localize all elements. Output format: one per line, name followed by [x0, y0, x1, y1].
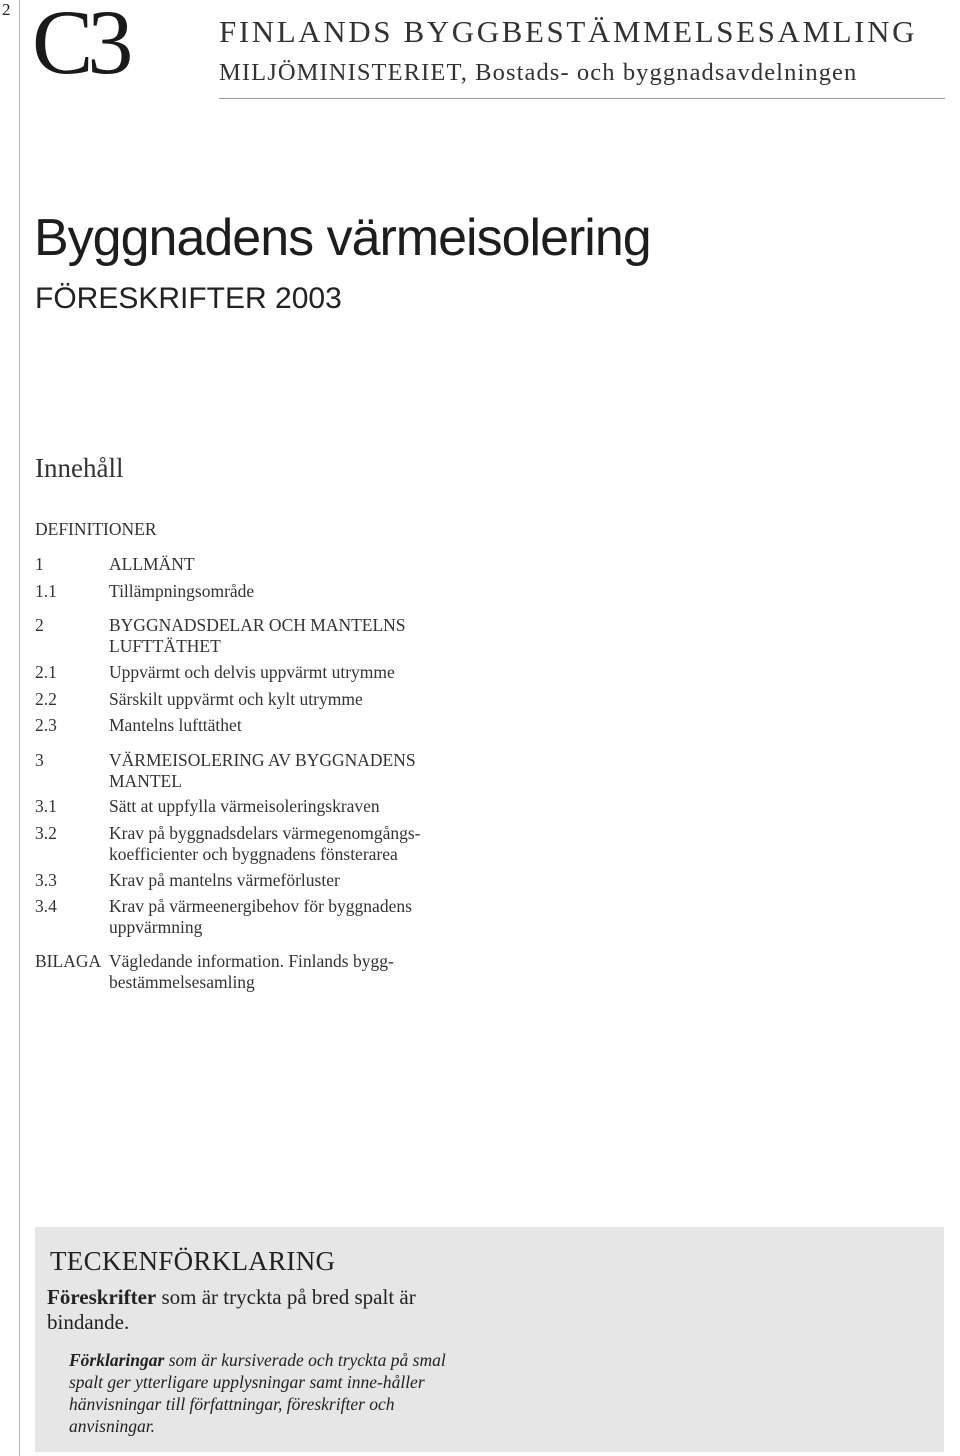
toc-item-text: Krav på mantelns värmeförluster — [109, 870, 340, 890]
toc-item-text: Krav på värmeenergibehov för byggnadens uppvärmning — [109, 896, 412, 937]
toc-item-text: BYGGNADSDELAR OCH MANTELNS LUFTTÄTHET — [109, 615, 406, 656]
toc-item-text: Sätt at uppfylla värmeisoleringskraven — [109, 796, 380, 816]
legend-title: TECKENFÖRKLARING — [50, 1246, 336, 1276]
toc-item-text: Mantelns lufttäthet — [109, 715, 242, 735]
toc-item-number: 3.4 — [35, 896, 57, 916]
legend-regulations-text — [47, 1285, 477, 1335]
legend-explanations-term: Förklaringar — [69, 1350, 165, 1370]
legend-regulations-description: som är tryckta på bred spalt är bindande. — [47, 1285, 416, 1334]
legend-explanations-text — [69, 1349, 469, 1437]
toc-item-text: Särskilt uppvärmt och kylt utrymme — [109, 689, 363, 709]
toc-item-number: 2 — [35, 615, 44, 635]
toc-item-number: 1.1 — [35, 581, 57, 601]
legend-box — [35, 1227, 944, 1452]
toc-item-number: 2.3 — [35, 715, 57, 735]
page-title: Byggnadens värmeisolering — [34, 209, 651, 267]
series-title: FINLANDS BYGGBESTÄMMELSESAMLING — [219, 14, 918, 49]
toc-item-number: 1 — [35, 554, 44, 574]
toc-heading: Innehåll — [35, 453, 124, 483]
toc-item-text: Krav på byggnadsdelars värmegenomgångs-koefficienter och byggnadens fönsterarea — [109, 823, 421, 864]
toc-item-number: 3.2 — [35, 823, 57, 843]
toc-item-text: VÄRMEISOLERING AV BYGGNADENS MANTEL — [109, 750, 416, 791]
toc-item-number: 3.1 — [35, 796, 57, 816]
page-number: 2 — [2, 0, 11, 19]
legend-explanations-description: som är kursiverade och tryckta på smal spalt ger ytterligare upplysningar samt inne-håller hänvisningar till författningar, föreskrifter och anvisningar. — [69, 1350, 446, 1436]
header-divider — [219, 98, 945, 99]
toc-item-text: Uppvärmt och delvis uppvärmt utrymme — [109, 662, 395, 682]
toc-item-number: 3 — [35, 750, 44, 770]
toc-item-number: 2.2 — [35, 689, 57, 709]
toc-item-text: Vägledande information. Finlands bygg-bestämmelsesamling — [109, 951, 394, 992]
page-subtitle: FÖRESKRIFTER 2003 — [35, 282, 342, 315]
toc-item-number: 3.3 — [35, 870, 57, 890]
document-code: C3 — [32, 0, 128, 93]
toc-item-text: ALLMÄNT — [109, 554, 195, 574]
ministry-line: MILJÖMINISTERIET, Bostads- och byggnadsavdelningen — [219, 59, 858, 86]
toc-definitions: DEFINITIONER — [35, 519, 157, 539]
toc-item-number: 2.1 — [35, 662, 57, 682]
toc-item-number: BILAGA — [35, 951, 102, 971]
toc-item-text: Tillämpningsområde — [109, 581, 255, 601]
margin-line — [19, 0, 20, 1456]
legend-regulations-term: Föreskrifter — [47, 1285, 157, 1309]
